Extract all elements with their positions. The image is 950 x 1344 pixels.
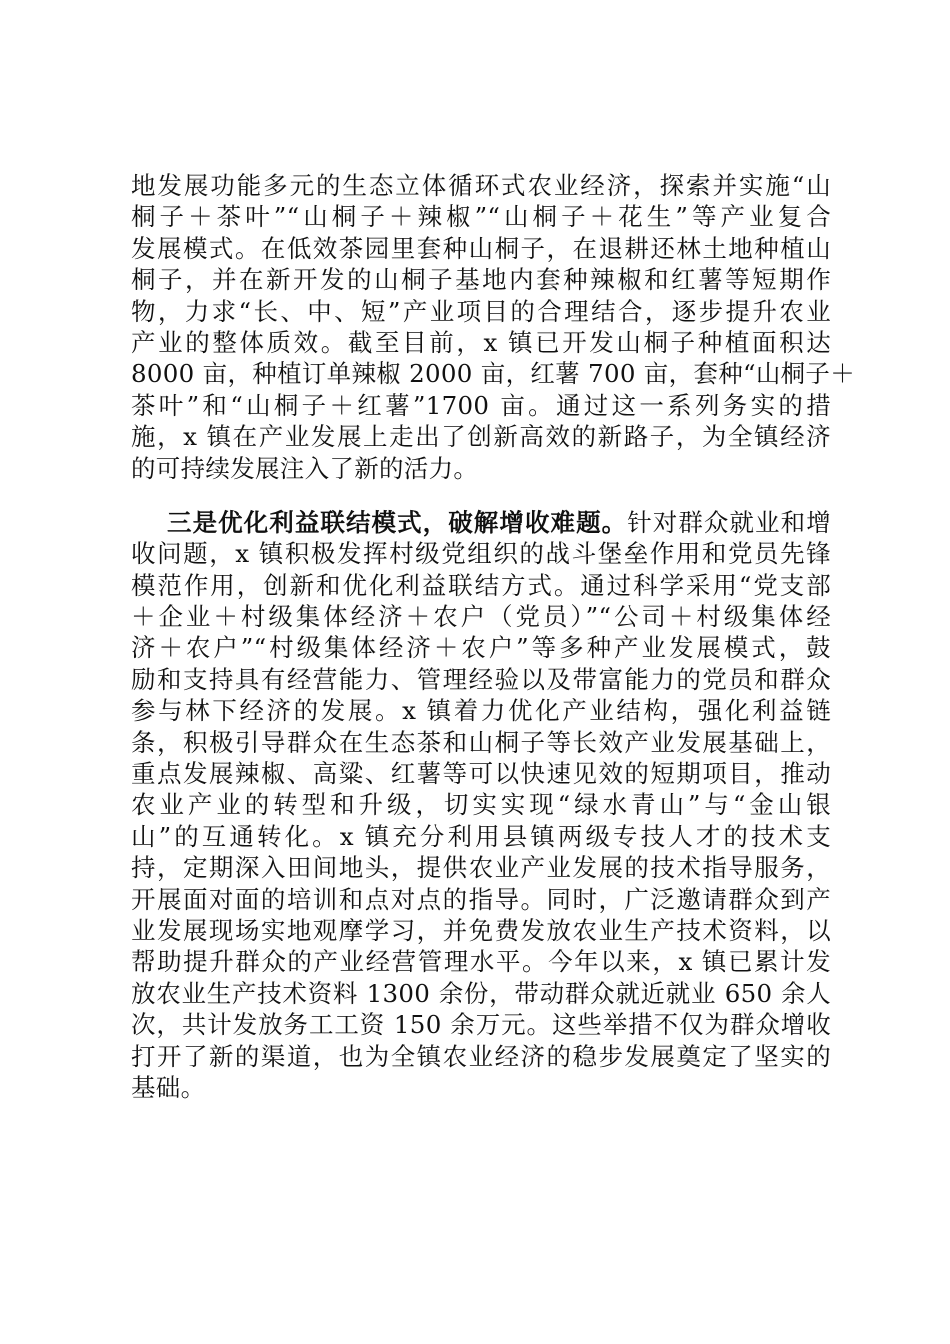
text-line: 茶叶”和“山桐子＋红薯”1700 亩。通过这一系列务实的措 [131,390,831,420]
text-line: 业发展现场实地观摩学习，并免费发放农业生产技术资料，以 [131,915,831,945]
text-line: 发展模式。在低效茶园里套种山桐子，在退耕还林土地种植山 [131,233,831,263]
text-line: 山”的互通转化。x 镇充分利用县镇两级专技人才的技术支 [131,821,831,851]
paragraph-spacer [131,484,831,507]
text-line: 农业产业的转型和升级，切实实现“绿水青山”与“金山银 [131,790,831,820]
text-line: 模范作用，创新和优化利益联结方式。通过科学采用“党支部 [131,570,831,600]
text-line: 持，定期深入田间地头，提供农业产业发展的技术指导服务， [131,853,831,883]
text-line: 产业的整体质效。截至目前，x 镇已开发山桐子种植面积达 [131,327,831,357]
document-body [131,170,856,1103]
text-line: 济＋农户”“村级集体经济＋农户”等多种产业发展模式，鼓 [131,633,831,663]
text-run: 针对群众就业和增 [627,507,831,537]
text-line: 物，力求“长、中、短”产业项目的合理结合，逐步提升农业 [131,296,831,326]
text-line: 基础。 [131,1072,206,1102]
paragraph-2 [131,507,831,1103]
text-line: 重点发展辣椒、高粱、红薯等可以快速见效的短期项目，推动 [131,759,831,789]
text-line: 打开了新的渠道，也为全镇农业经济的稳步发展奠定了坚实的 [131,1041,831,1071]
text-line: 开展面对面的培训和点对点的指导。同时，广泛邀请群众到产 [131,884,831,914]
text-line: 放农业生产技术资料 1300 余份，带动群众就近就业 650 余人 [131,978,831,1008]
text-line: 励和支持具有经营能力、管理经验以及带富能力的党员和群众 [131,664,831,694]
paragraph-first-line [131,507,831,538]
text-line: 条，积极引导群众在生态茶和山桐子等长效产业发展基础上， [131,727,831,757]
text-line: 桐子，并在新开发的山桐子基地内套种辣椒和红薯等短期作 [131,265,831,295]
section-heading: 三是优化利益联结模式，破解增收难题。 [167,507,628,537]
text-line: ＋企业＋村级集体经济＋农户（党员）”“公司＋村级集体经 [131,602,831,632]
text-line: 桐子＋茶叶”“山桐子＋辣椒”“山桐子＋花生”等产业复合 [131,202,831,232]
text-line: 收问题，x 镇积极发挥村级党组织的战斗堡垒作用和党员先锋 [131,539,831,569]
paragraph-1 [131,170,856,484]
text-line: 的可持续发展注入了新的活力。 [131,453,479,483]
text-line: 帮助提升群众的产业经营管理水平。今年以来，x 镇已累计发 [131,947,831,977]
text-line: 地发展功能多元的生态立体循环式农业经济，探索并实施“山 [131,171,831,200]
text-line: 施，x 镇在产业发展上走出了创新高效的新路子，为全镇经济 [131,422,831,452]
text-line: 8000 亩，种植订单辣椒 2000 亩，红薯 700 亩，套种“山桐子＋ [131,359,856,389]
text-line: 次，共计发放务工工资 150 余万元。这些举措不仅为群众增收 [131,1010,831,1040]
text-line: 参与林下经济的发展。x 镇着力优化产业结构，强化利益链 [131,696,831,726]
